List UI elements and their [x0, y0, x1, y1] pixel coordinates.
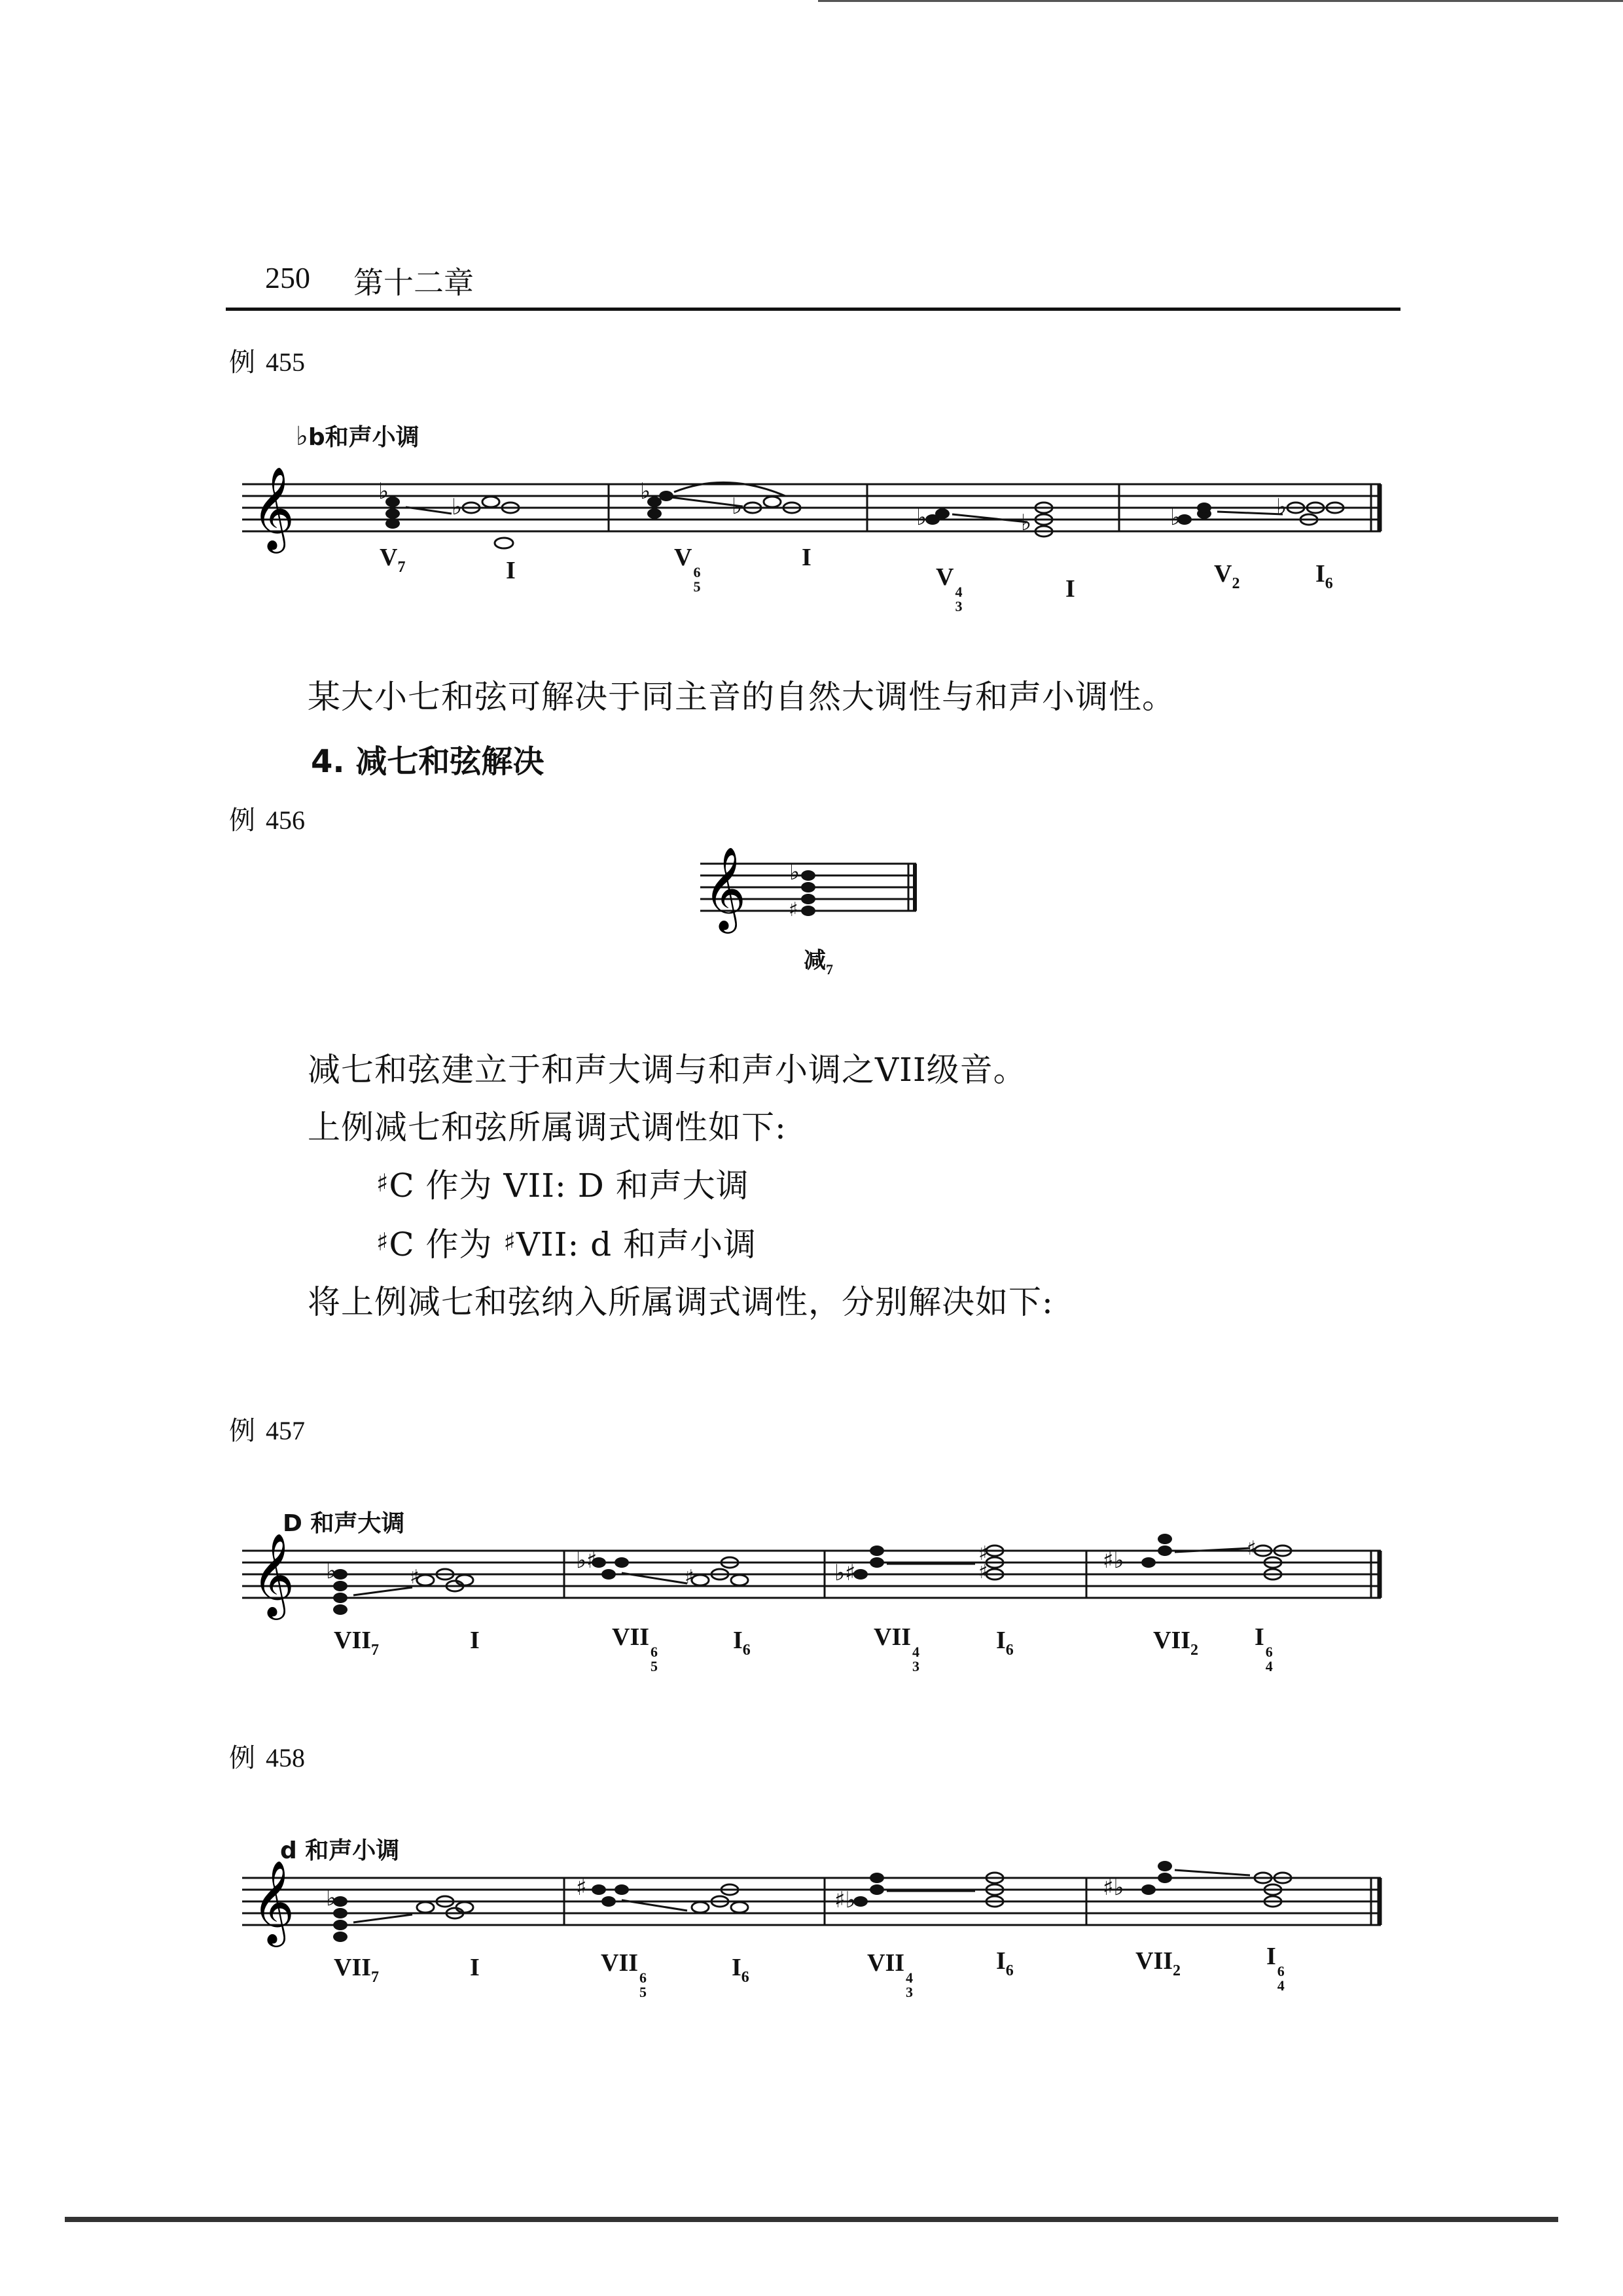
e455-rn-8: $I_6$ — [1315, 560, 1333, 592]
svg-text:♭: ♭ — [1276, 494, 1287, 520]
example-458-label: 例 458 — [229, 1743, 305, 1773]
top-edge-line — [818, 0, 1623, 2]
e455-rn-6: I — [1065, 575, 1075, 603]
svg-text:♯: ♯ — [410, 1566, 419, 1589]
svg-text:♯: ♯ — [978, 1542, 988, 1565]
e455-rn-3: V 6 5 — [674, 544, 701, 595]
e455-rn-5: V 4 3 — [936, 563, 963, 614]
e457-rn-1: $VII_7$ — [334, 1627, 380, 1659]
paragraph-4: 将上例减七和弦纳入所属调式调性，分别解决如下: — [308, 1283, 1054, 1321]
example-455-label: 例 455 — [229, 347, 305, 378]
example-456-label: 例 456 — [229, 805, 305, 836]
svg-text:♭: ♭ — [916, 504, 927, 531]
header-rule — [226, 308, 1400, 311]
e455-rn-4: I — [802, 544, 812, 571]
svg-text:♭: ♭ — [732, 493, 743, 520]
example-458-key: d 和声小调 — [280, 1837, 400, 1864]
e455-rn-1: $V_7$ — [380, 544, 406, 576]
svg-text:𝄞: 𝄞 — [704, 846, 747, 930]
svg-text:♯: ♯ — [576, 1875, 587, 1901]
svg-text:♭: ♭ — [452, 494, 463, 520]
svg-text:𝄞: 𝄞 — [252, 1860, 295, 1943]
e458-rn-3: VII 6 5 — [601, 1949, 647, 2000]
paragraph-3: 上例减七和弦所属调式调性如下: — [308, 1108, 787, 1146]
e457-rn-6: $I_6$ — [996, 1627, 1014, 1659]
svg-text:♯♭: ♯♭ — [1103, 1875, 1124, 1901]
e458-rn-2: I — [470, 1954, 480, 1981]
svg-text:♭: ♭ — [1021, 510, 1032, 536]
svg-text:♯: ♯ — [1247, 1537, 1257, 1560]
e457-rn-2: I — [470, 1627, 480, 1654]
key-list-item-1: ♯C 作为 VII: D 和声大调 — [376, 1167, 749, 1205]
bottom-scan-edge — [0, 2217, 1623, 2222]
e458-rn-4: $I_6$ — [732, 1954, 749, 1986]
key-list-item-2: ♯C 作为 ♯VII: d 和声小调 — [376, 1226, 757, 1263]
e455-rn-2: I — [506, 557, 516, 584]
e458-rn-8: I 6 4 — [1266, 1943, 1285, 1994]
section-heading: 4. 减七和弦解决 — [311, 743, 544, 780]
svg-text:♭♯: ♭♯ — [834, 1560, 856, 1586]
svg-text:♯: ♯ — [685, 1566, 694, 1589]
paragraph-1: 某大小七和弦可解决于同主音的自然大调性与和声小调性。 — [308, 678, 1175, 716]
e457-rn-3: VII 6 5 — [612, 1623, 658, 1674]
svg-text:♯: ♯ — [789, 898, 798, 921]
example-457-staff — [242, 1532, 1394, 1629]
svg-text:♭: ♭ — [1170, 504, 1181, 531]
chapter-title: 第十二章 — [353, 265, 474, 300]
e458-rn-5: VII 4 3 — [867, 1949, 914, 2000]
example-457-key: D 和声大调 — [283, 1510, 405, 1537]
svg-text:♭: ♭ — [326, 1885, 337, 1911]
example-457-label: 例 457 — [229, 1416, 305, 1446]
e457-rn-8: I 6 4 — [1255, 1623, 1273, 1674]
svg-text:♯: ♯ — [978, 1561, 988, 1583]
e457-rn-5: VII 4 3 — [874, 1623, 920, 1674]
svg-text:♭: ♭ — [326, 1558, 337, 1584]
example-458-staff — [242, 1860, 1394, 1956]
svg-text:♭: ♭ — [378, 478, 389, 504]
svg-text:♭: ♭ — [789, 859, 800, 885]
e457-rn-4: $I_6$ — [733, 1627, 751, 1659]
e457-rn-7: $VII_2$ — [1153, 1627, 1199, 1659]
page-number: 250 — [265, 261, 310, 294]
e455-rn-7: $V_2$ — [1214, 560, 1240, 592]
example-455-key: ♭b和声小调 — [296, 421, 419, 451]
svg-text:♭♯: ♭♯ — [576, 1547, 597, 1574]
svg-text:𝄞: 𝄞 — [252, 1532, 295, 1616]
e458-rn-1: $VII_7$ — [334, 1954, 380, 1986]
svg-text:♭: ♭ — [640, 478, 651, 504]
example-456-caption: 减$_7$ — [804, 947, 833, 978]
paragraph-2: 减七和弦建立于和声大调与和声小调之VII级音。 — [308, 1051, 1027, 1089]
example-456-staff — [700, 846, 923, 936]
e458-rn-7: $VII_2$ — [1135, 1947, 1181, 1979]
svg-text:♯♭: ♯♭ — [834, 1887, 856, 1913]
svg-text:𝄞: 𝄞 — [252, 466, 295, 550]
svg-text:♯♭: ♯♭ — [1103, 1547, 1124, 1574]
e458-rn-6: $I_6$ — [996, 1947, 1014, 1979]
